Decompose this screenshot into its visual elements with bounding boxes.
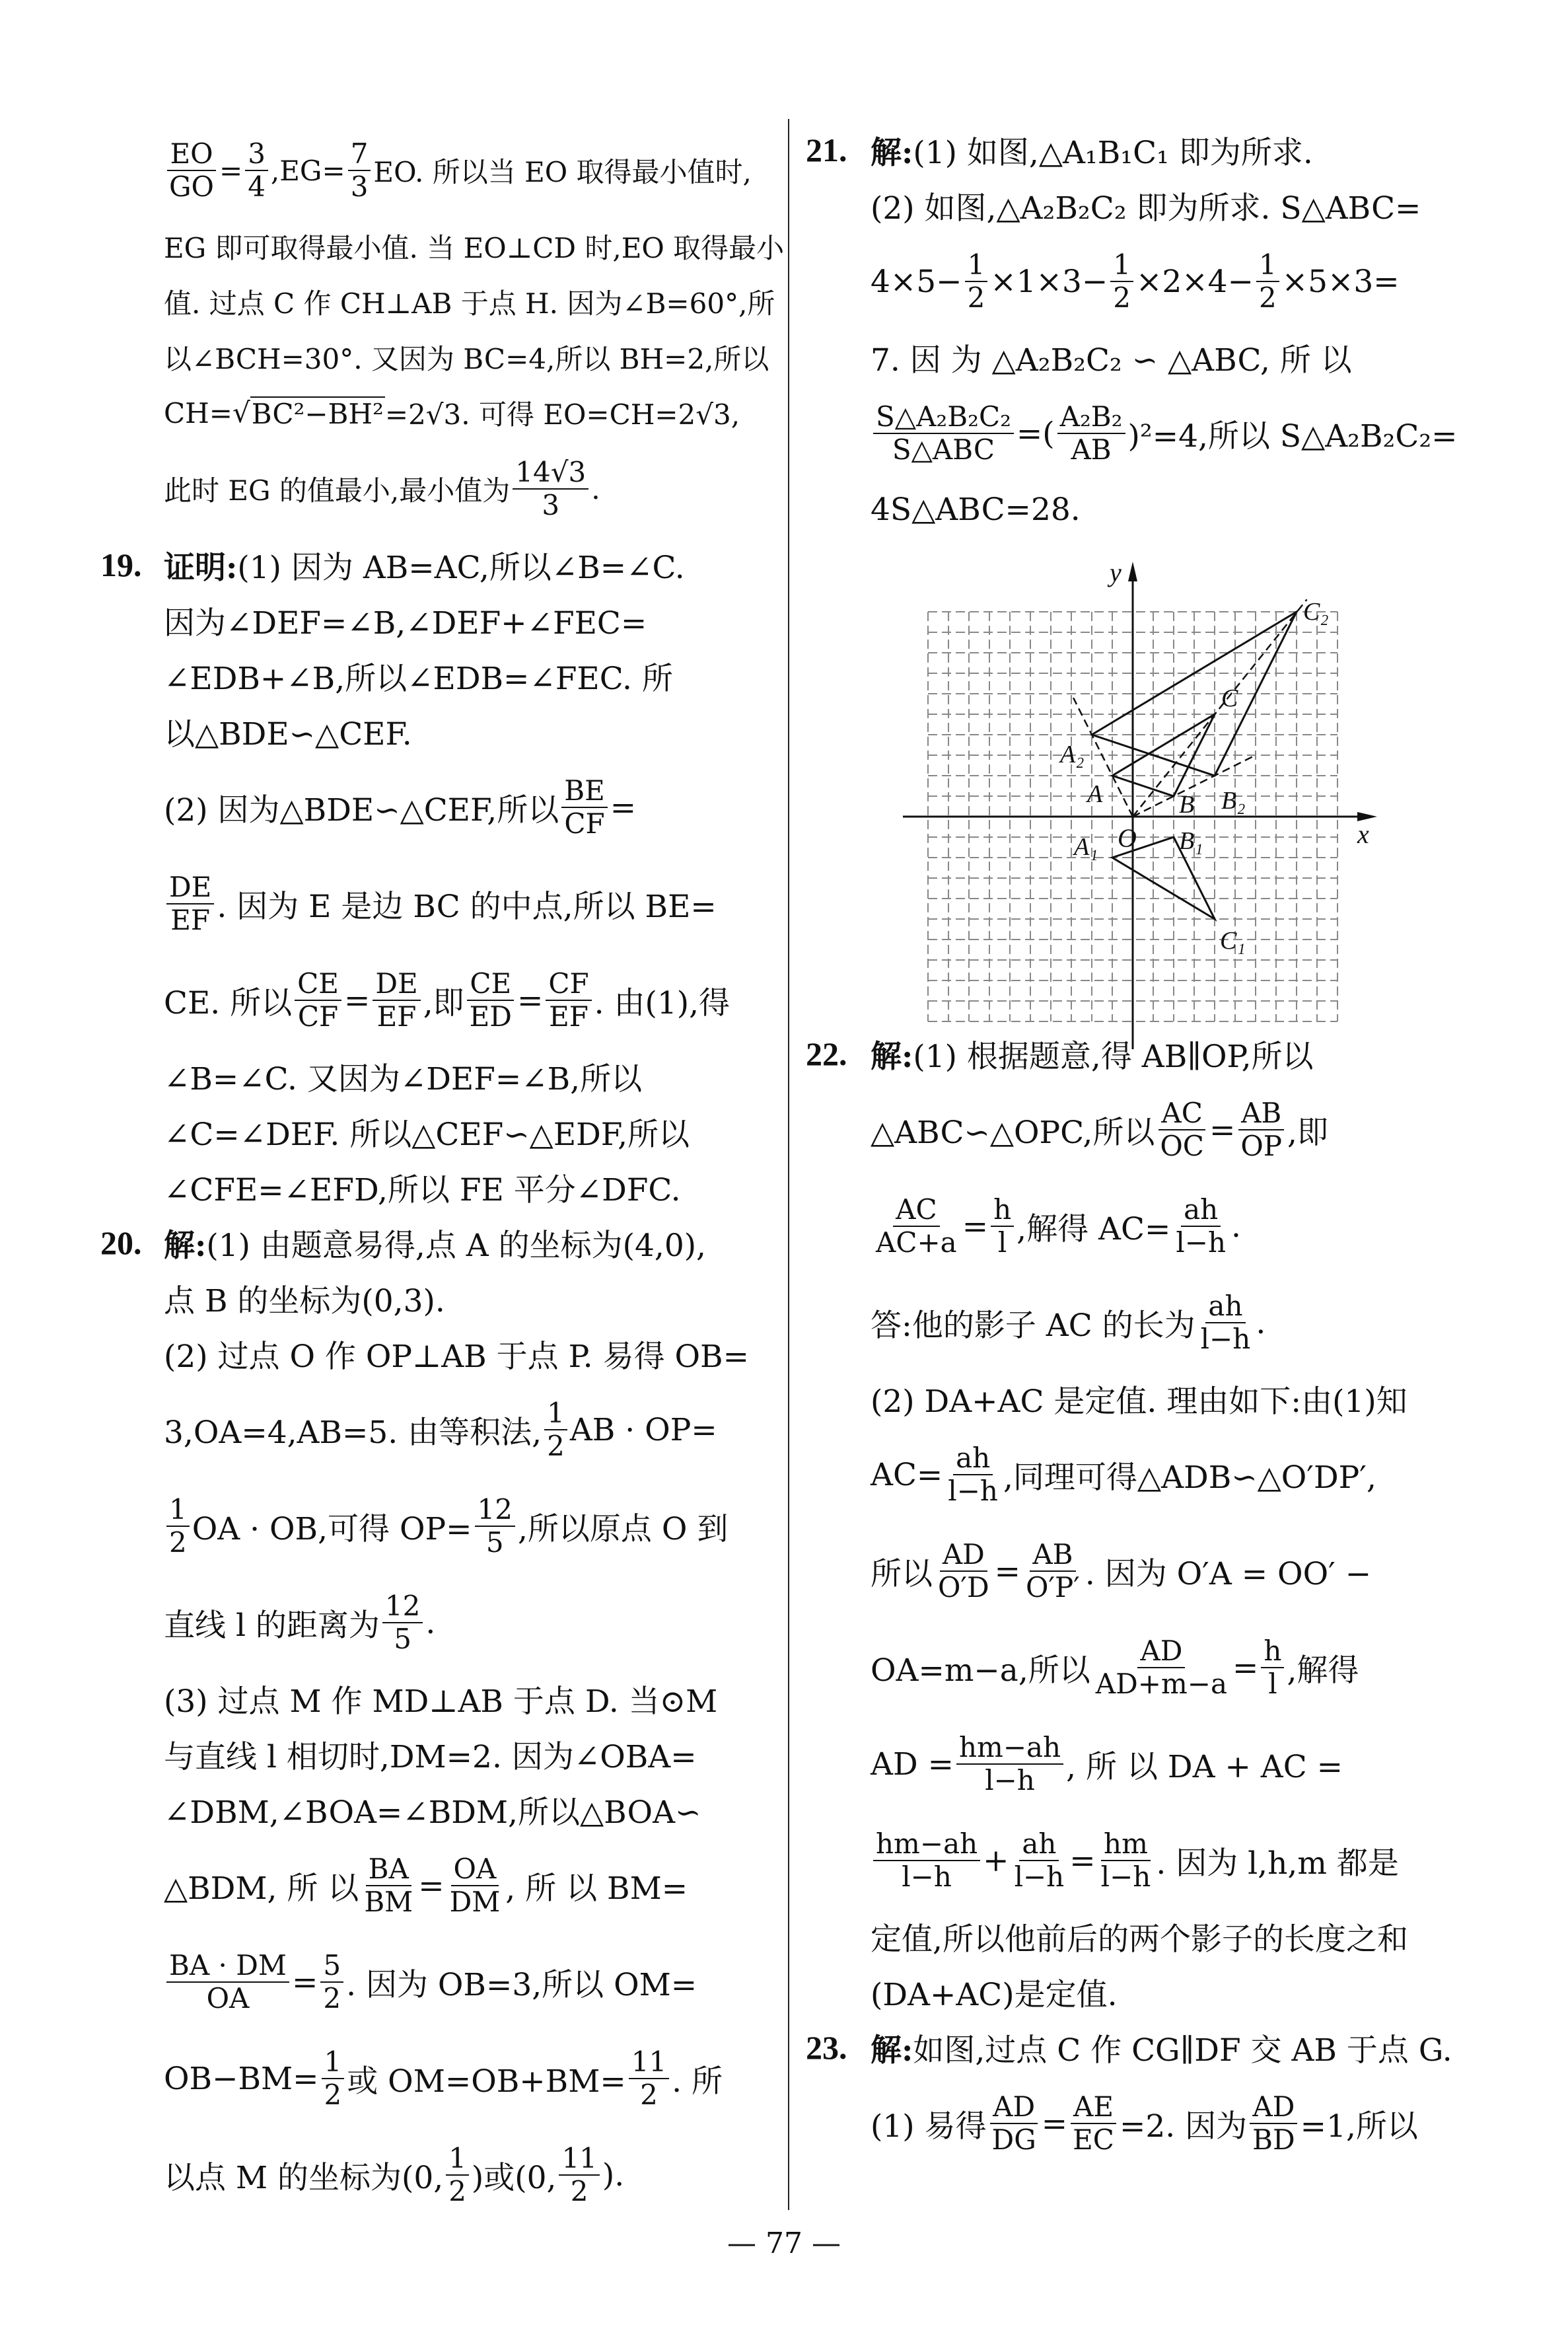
text-segment: ). bbox=[602, 2157, 625, 2194]
denominator: OA bbox=[206, 1982, 250, 2014]
text-segment: 以∠BCH=30°. 又因为 BC=4,所以 BH=2,所以 bbox=[164, 343, 769, 375]
numerator: 12 bbox=[475, 1494, 515, 1527]
text-segment: . 因为 OB=3,所以 OM= bbox=[346, 1966, 697, 2003]
numerator: DE bbox=[373, 968, 420, 1001]
denominator: DM bbox=[449, 1886, 501, 1918]
denominator: l bbox=[997, 1226, 1007, 1259]
denominator: EC bbox=[1073, 2123, 1114, 2156]
text-segment: = bbox=[418, 1867, 445, 1904]
denominator: DG bbox=[991, 2123, 1036, 2156]
text-segment: (2) DA+AC 是定值. 理由如下:由(1)知 bbox=[871, 1383, 1408, 1420]
numerator: 1 bbox=[166, 1494, 190, 1527]
numerator: ah bbox=[1019, 1828, 1059, 1861]
numerator: hm−ah bbox=[956, 1732, 1063, 1765]
text-segment: ∠DBM,∠BOA=∠BDM,所以△BOA∽ bbox=[164, 1794, 701, 1831]
vertex-label: A₁ bbox=[1074, 833, 1098, 861]
numerator: BE bbox=[561, 775, 608, 808]
denominator: 2 bbox=[1258, 281, 1277, 314]
numerator: ah bbox=[1205, 1290, 1245, 1323]
text-segment: EO. 所以当 EO 取得最小值时, bbox=[373, 156, 752, 188]
numerator: AB bbox=[1030, 1539, 1075, 1572]
text-segment: . bbox=[1256, 1304, 1266, 1341]
denominator: l−h bbox=[1176, 1226, 1227, 1259]
numerator: ah bbox=[1181, 1194, 1221, 1227]
text-segment: . 因为 l,h,m 都是 bbox=[1156, 1845, 1399, 1882]
text-segment: 或 OM=OB+BM= bbox=[347, 2063, 626, 2100]
denominator: 2 bbox=[547, 1430, 565, 1462]
denominator: 3 bbox=[542, 489, 560, 521]
vertex-label: B bbox=[1179, 791, 1195, 819]
text-segment: =2√3. 可得 EO=CH=2√3, bbox=[384, 398, 740, 431]
numerator: AC bbox=[1158, 1097, 1205, 1130]
vertex-label: A₂ bbox=[1060, 741, 1085, 768]
text-segment: 以点 M 的坐标为(0, bbox=[164, 2159, 444, 2196]
numerator: AB bbox=[1238, 1097, 1284, 1130]
denominator: O′D bbox=[938, 1571, 989, 1604]
bold-label: 解: bbox=[871, 2032, 913, 2069]
text-segment: (DA+AC)是定值. bbox=[871, 1976, 1118, 2013]
text-segment: . bbox=[591, 472, 600, 505]
x-axis-label: x bbox=[1357, 819, 1369, 849]
vertex-label: A bbox=[1087, 780, 1103, 808]
text-segment: = bbox=[1041, 2105, 1068, 2142]
text-segment: = bbox=[343, 982, 371, 1019]
text-segment: 定值,所以他前后的两个影子的长度之和 bbox=[871, 1921, 1408, 1958]
denominator: 2 bbox=[640, 2079, 658, 2111]
vertex-label: C₁ bbox=[1220, 927, 1246, 955]
text-segment: AD = bbox=[871, 1746, 954, 1783]
numerator: AD bbox=[940, 1539, 987, 1572]
text-segment: = bbox=[1069, 1842, 1096, 1879]
text-segment: (1) 因为 AB=AC,所以∠B=∠C. bbox=[237, 549, 685, 586]
numerator: 5 bbox=[320, 1950, 343, 1983]
text-segment: = bbox=[610, 789, 637, 826]
numerator: OA bbox=[451, 1853, 499, 1886]
text-segment: )或(0, bbox=[471, 2159, 557, 2196]
origin-label: O bbox=[1118, 823, 1137, 853]
denominator: S△ABC bbox=[892, 433, 995, 466]
numerator: h bbox=[991, 1194, 1014, 1227]
denominator: EF bbox=[549, 1000, 588, 1033]
text-segment: EG 即可取得最小值. 当 EO⊥CD 时,EO 取得最小 bbox=[164, 232, 785, 264]
numerator: 12 bbox=[382, 1590, 423, 1623]
numerator: 1 bbox=[446, 2143, 469, 2176]
text-segment: =( bbox=[1016, 415, 1055, 452]
text-segment: = bbox=[1232, 1649, 1259, 1686]
vertex-label: B₂ bbox=[1221, 787, 1246, 815]
text-segment: ,同理可得△ADB∽△O′DP′, bbox=[1003, 1459, 1376, 1496]
numerator: 11 bbox=[629, 2046, 669, 2079]
y-axis-label: y bbox=[1110, 558, 1122, 587]
y-axis-arrow bbox=[1128, 562, 1137, 581]
text-segment: . 由(1),得 bbox=[594, 984, 731, 1021]
problem-number: 23. bbox=[806, 2029, 847, 2066]
text-segment: ∠C=∠DEF. 所以△CEF∽△EDF,所以 bbox=[164, 1116, 690, 1153]
text-segment: ,即 bbox=[423, 984, 464, 1021]
vertex-label: C₂ bbox=[1303, 598, 1329, 626]
text-segment: )²=4,所以 S△A₂B₂C₂= bbox=[1127, 418, 1458, 455]
numerator: 3 bbox=[245, 138, 268, 171]
text-segment: OA · OB,可得 OP= bbox=[192, 1510, 472, 1547]
numerator: DE bbox=[166, 871, 214, 904]
text-segment: CH= bbox=[164, 396, 232, 429]
text-segment: ,解得 bbox=[1287, 1652, 1359, 1689]
text-segment: 点 B 的坐标为(0,3). bbox=[164, 1282, 445, 1319]
denominator: l bbox=[1268, 1668, 1277, 1700]
bold-label: 解: bbox=[871, 1038, 913, 1075]
denominator: 5 bbox=[485, 1526, 504, 1559]
text-segment: , 所 以 DA + AC = bbox=[1066, 1748, 1343, 1785]
denominator: BM bbox=[364, 1886, 413, 1918]
denominator: 5 bbox=[394, 1623, 412, 1655]
text-segment: = bbox=[1209, 1111, 1236, 1148]
vertex-label: C bbox=[1221, 684, 1238, 712]
text-segment: = bbox=[291, 1964, 318, 2001]
numerator: CF bbox=[546, 968, 591, 1001]
text-segment: 与直线 l 相切时,DM=2. 因为∠OBA= bbox=[164, 1738, 697, 1775]
numerator: hm bbox=[1101, 1828, 1151, 1861]
denominator: 2 bbox=[448, 2175, 466, 2207]
problem-number: 22. bbox=[806, 1035, 847, 1072]
problem-number: 20. bbox=[100, 1224, 142, 1261]
text-segment: (3) 过点 M 作 MD⊥AB 于点 D. 当⊙M bbox=[164, 1683, 718, 1720]
denominator: AD+m−a bbox=[1095, 1668, 1228, 1700]
numerator: AE bbox=[1071, 2091, 1116, 2124]
text-segment: (2) 过点 O 作 OP⊥AB 于点 P. 易得 OB= bbox=[164, 1338, 749, 1375]
text-segment: (1) 根据题意,得 AB∥OP,所以 bbox=[913, 1038, 1314, 1075]
text-segment: (1) 易得 bbox=[871, 2108, 987, 2145]
text-segment: =1,所以 bbox=[1300, 2108, 1418, 2145]
text-segment: 如图,过点 C 作 CG∥DF 交 AB 于点 G. bbox=[913, 2032, 1452, 2069]
text-segment: 3,OA=4,AB=5. 由等积法, bbox=[164, 1414, 542, 1451]
numerator: AD bbox=[1137, 1635, 1185, 1668]
text-segment: . 因为 O′A = OO′ − bbox=[1085, 1555, 1372, 1592]
text-segment: =2. 因为 bbox=[1119, 2108, 1248, 2145]
text-segment: , 所 以 BM= bbox=[505, 1870, 688, 1907]
text-segment: . bbox=[425, 1604, 436, 1641]
denominator: l−h bbox=[1014, 1861, 1065, 1893]
text-segment: AC= bbox=[871, 1456, 943, 1493]
numerator: h bbox=[1261, 1635, 1284, 1668]
denominator: l−h bbox=[1200, 1323, 1251, 1355]
text-segment: 此时 EG 的值最小,最小值为 bbox=[164, 474, 511, 507]
numerator: BA · DM bbox=[166, 1950, 289, 1983]
problem-number: 21. bbox=[806, 131, 847, 168]
numerator: AD bbox=[990, 2091, 1038, 2124]
denominator: 2 bbox=[1113, 281, 1131, 314]
denominator: EF bbox=[376, 1000, 417, 1033]
text-segment: 直线 l 的距离为 bbox=[164, 1607, 380, 1644]
numerator: hm−ah bbox=[873, 1828, 980, 1861]
text-segment: ,EG= bbox=[270, 154, 345, 187]
denominator: l−h bbox=[985, 1764, 1035, 1796]
denominator: l−h bbox=[948, 1475, 998, 1507]
numerator: 7 bbox=[348, 138, 371, 171]
text-segment: (2) 因为△BDE∽△CEF,所以 bbox=[164, 792, 559, 829]
problem-number: 19. bbox=[100, 546, 142, 583]
text-segment: . 因为 E 是边 BC 的中点,所以 BE= bbox=[217, 888, 717, 925]
text-segment: ,即 bbox=[1287, 1114, 1328, 1151]
bold-label: 证明: bbox=[164, 549, 238, 586]
text-segment: = bbox=[962, 1208, 989, 1245]
text-segment: 7. 因 为 △A₂B₂C₂ ∽ △ABC, 所 以 bbox=[871, 342, 1352, 379]
denominator: ED bbox=[469, 1000, 512, 1033]
text-segment: OA=m−a,所以 bbox=[871, 1652, 1090, 1689]
denominator: l−h bbox=[902, 1861, 952, 1893]
bold-label: 解: bbox=[164, 1227, 207, 1264]
text-segment: 以△BDE∽△CEF. bbox=[164, 716, 412, 753]
bold-label: 解: bbox=[871, 134, 913, 171]
denominator: CF bbox=[564, 807, 605, 840]
text-segment: . 所 bbox=[672, 2063, 723, 2100]
text-segment: △BDM, 所 以 bbox=[164, 1870, 359, 1907]
denominator: 4 bbox=[248, 170, 266, 203]
numerator: 1 bbox=[965, 249, 988, 282]
text-segment: (1) 由题意易得,点 A 的坐标为(4,0), bbox=[206, 1227, 706, 1264]
denominator: AC+a bbox=[876, 1226, 957, 1259]
text-segment: ,所以原点 O 到 bbox=[517, 1510, 729, 1547]
text-segment: △ABC∽△OPC,所以 bbox=[871, 1114, 1155, 1151]
text-segment: ∠EDB+∠B,所以∠EDB=∠FEC. 所 bbox=[164, 660, 673, 697]
numerator: BA bbox=[366, 1853, 411, 1886]
numerator: S△A₂B₂C₂ bbox=[873, 401, 1014, 434]
text-segment: = bbox=[994, 1553, 1021, 1590]
numerator: 1 bbox=[544, 1397, 567, 1430]
numerator: CE bbox=[467, 968, 514, 1001]
numerator: A₂B₂ bbox=[1057, 401, 1125, 434]
text-segment: 4S△ABC=28. bbox=[871, 491, 1081, 528]
numerator: EO bbox=[167, 138, 215, 171]
text-segment: AB · OP= bbox=[569, 1411, 717, 1448]
denominator: 2 bbox=[967, 281, 985, 314]
radical-sign: √ bbox=[232, 396, 250, 429]
denominator: GO bbox=[169, 170, 214, 203]
text-segment: + bbox=[983, 1842, 1009, 1879]
text-segment: ×2×4− bbox=[1136, 263, 1254, 300]
denominator: 2 bbox=[323, 1982, 341, 2014]
text-segment: 所以 bbox=[871, 1555, 933, 1592]
text-segment: CE. 所以 bbox=[164, 984, 293, 1021]
text-segment: OB−BM= bbox=[164, 2060, 319, 2097]
text-segment: (2) 如图,△A₂B₂C₂ 即为所求. S△ABC= bbox=[871, 190, 1421, 227]
numerator: CE bbox=[295, 968, 341, 1001]
denominator: 3 bbox=[350, 170, 369, 203]
numerator: 1 bbox=[1256, 249, 1279, 282]
text-segment: 值. 过点 C 作 CH⊥AB 于点 H. 因为∠B=60°,所 bbox=[164, 287, 775, 320]
numerator: 11 bbox=[559, 2143, 599, 2176]
denominator: EF bbox=[170, 904, 211, 936]
text-segment: 4×5− bbox=[871, 263, 962, 300]
numerator: AC bbox=[893, 1194, 939, 1227]
text-segment: (1) 如图,△A₁B₁C₁ 即为所求. bbox=[913, 134, 1313, 171]
vertex-label: B₁ bbox=[1179, 827, 1203, 855]
numerator: ah bbox=[953, 1442, 993, 1475]
text-segment: 因为∠DEF=∠B,∠DEF+∠FEC= bbox=[164, 605, 647, 642]
text-segment: ×5×3= bbox=[1281, 263, 1400, 300]
denominator: BD bbox=[1252, 2123, 1295, 2156]
text-segment: ∠CFE=∠EFD,所以 FE 平分∠DFC. bbox=[164, 1171, 681, 1208]
radicand: BC²−BH² bbox=[251, 397, 384, 430]
denominator: O′P′ bbox=[1026, 1571, 1080, 1604]
denominator: OP bbox=[1240, 1130, 1283, 1162]
text-segment: . bbox=[1231, 1208, 1241, 1245]
denominator: l−h bbox=[1100, 1861, 1151, 1893]
text-segment: ,解得 AC= bbox=[1016, 1210, 1171, 1247]
text-segment: ∠B=∠C. 又因为∠DEF=∠B,所以 bbox=[164, 1060, 643, 1097]
page-number: — 77 — bbox=[727, 2227, 841, 2260]
numerator: 1 bbox=[1110, 249, 1133, 282]
numerator: 1 bbox=[322, 2046, 345, 2079]
denominator: 2 bbox=[570, 2175, 588, 2207]
numerator: 14√3 bbox=[513, 457, 588, 490]
denominator: CF bbox=[297, 1000, 339, 1033]
numerator: AD bbox=[1250, 2091, 1297, 2124]
denominator: AB bbox=[1071, 433, 1112, 466]
text-segment: 答:他的影子 AC 的长为 bbox=[871, 1307, 1195, 1344]
text-segment: = bbox=[219, 154, 243, 187]
denominator: 2 bbox=[169, 1526, 187, 1559]
denominator: 2 bbox=[324, 2079, 342, 2111]
text-segment: = bbox=[517, 982, 544, 1019]
text-segment: ×1×3− bbox=[990, 263, 1108, 300]
denominator: OC bbox=[1160, 1130, 1204, 1162]
